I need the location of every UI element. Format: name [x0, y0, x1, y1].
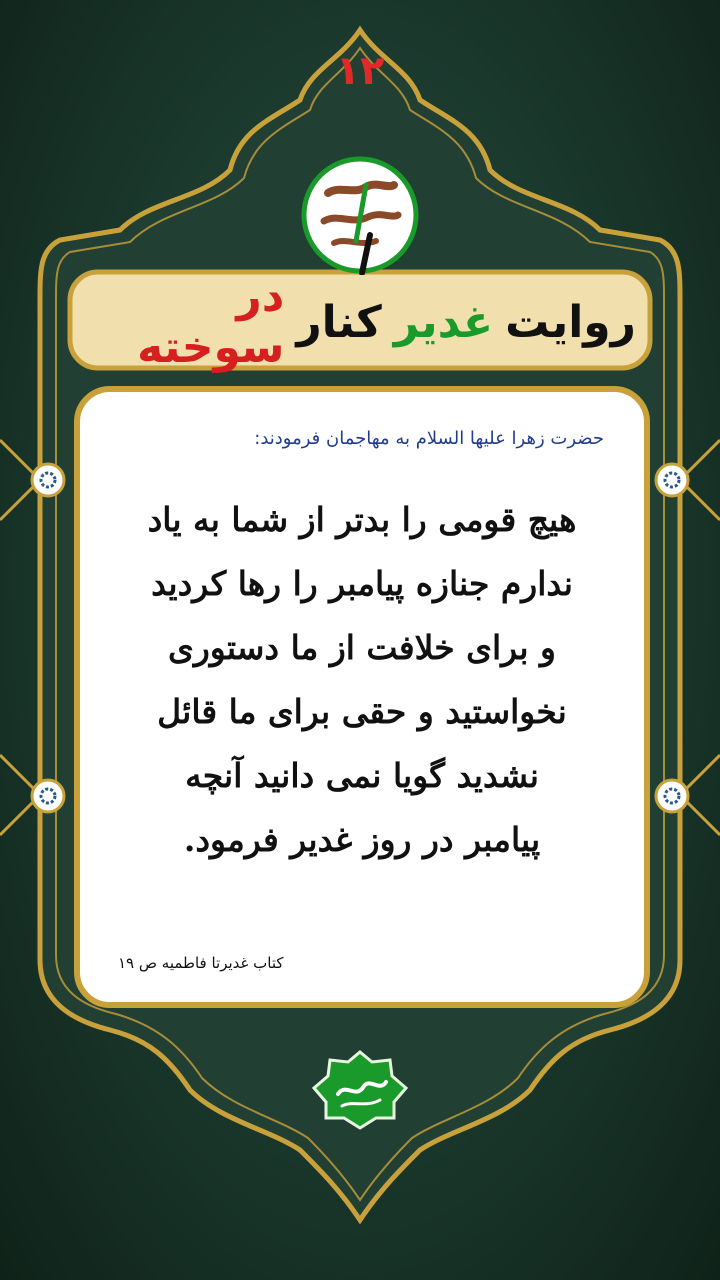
right-lower-ornament-icon	[652, 776, 692, 816]
title-banner	[78, 271, 642, 373]
quote-line: نخواستید و حقی برای ما قائل	[157, 692, 567, 731]
ghadir-ta-fatemiyeh-logo-icon	[290, 155, 430, 275]
quote-line: هیچ قومی را بدتر از شما به یاد	[147, 500, 577, 539]
quote-line: نشدید گویا نمی دانید آنچه	[185, 756, 539, 795]
title-part-1: روایت	[505, 296, 636, 348]
intro-line: حضرت زهرا علیها السلام به مهاجمان فرمودند:	[254, 428, 604, 449]
left-upper-ornament-icon	[28, 460, 68, 500]
ghadir-calligraphy-logo-icon	[310, 1048, 410, 1132]
title-part-4: در سوخته	[137, 271, 285, 373]
quote-text	[110, 488, 614, 872]
right-upper-ornament-icon	[652, 460, 692, 500]
title-part-2: غدیر	[393, 296, 494, 348]
content-card	[74, 386, 650, 1008]
quote-line: و برای خلافت از ما دستوری	[168, 628, 556, 667]
title-part-3: کنار	[296, 296, 382, 348]
left-lower-ornament-icon	[28, 776, 68, 816]
episode-number: ۱۲	[335, 48, 385, 94]
quote-line: پیامبر در روز غدیر فرمود.	[183, 820, 541, 859]
source-reference: کتاب غدیرتا فاطمیه ص ۱۹	[118, 954, 284, 972]
quote-line: ندارم جنازه پیامبر را رها کردید	[151, 564, 573, 603]
